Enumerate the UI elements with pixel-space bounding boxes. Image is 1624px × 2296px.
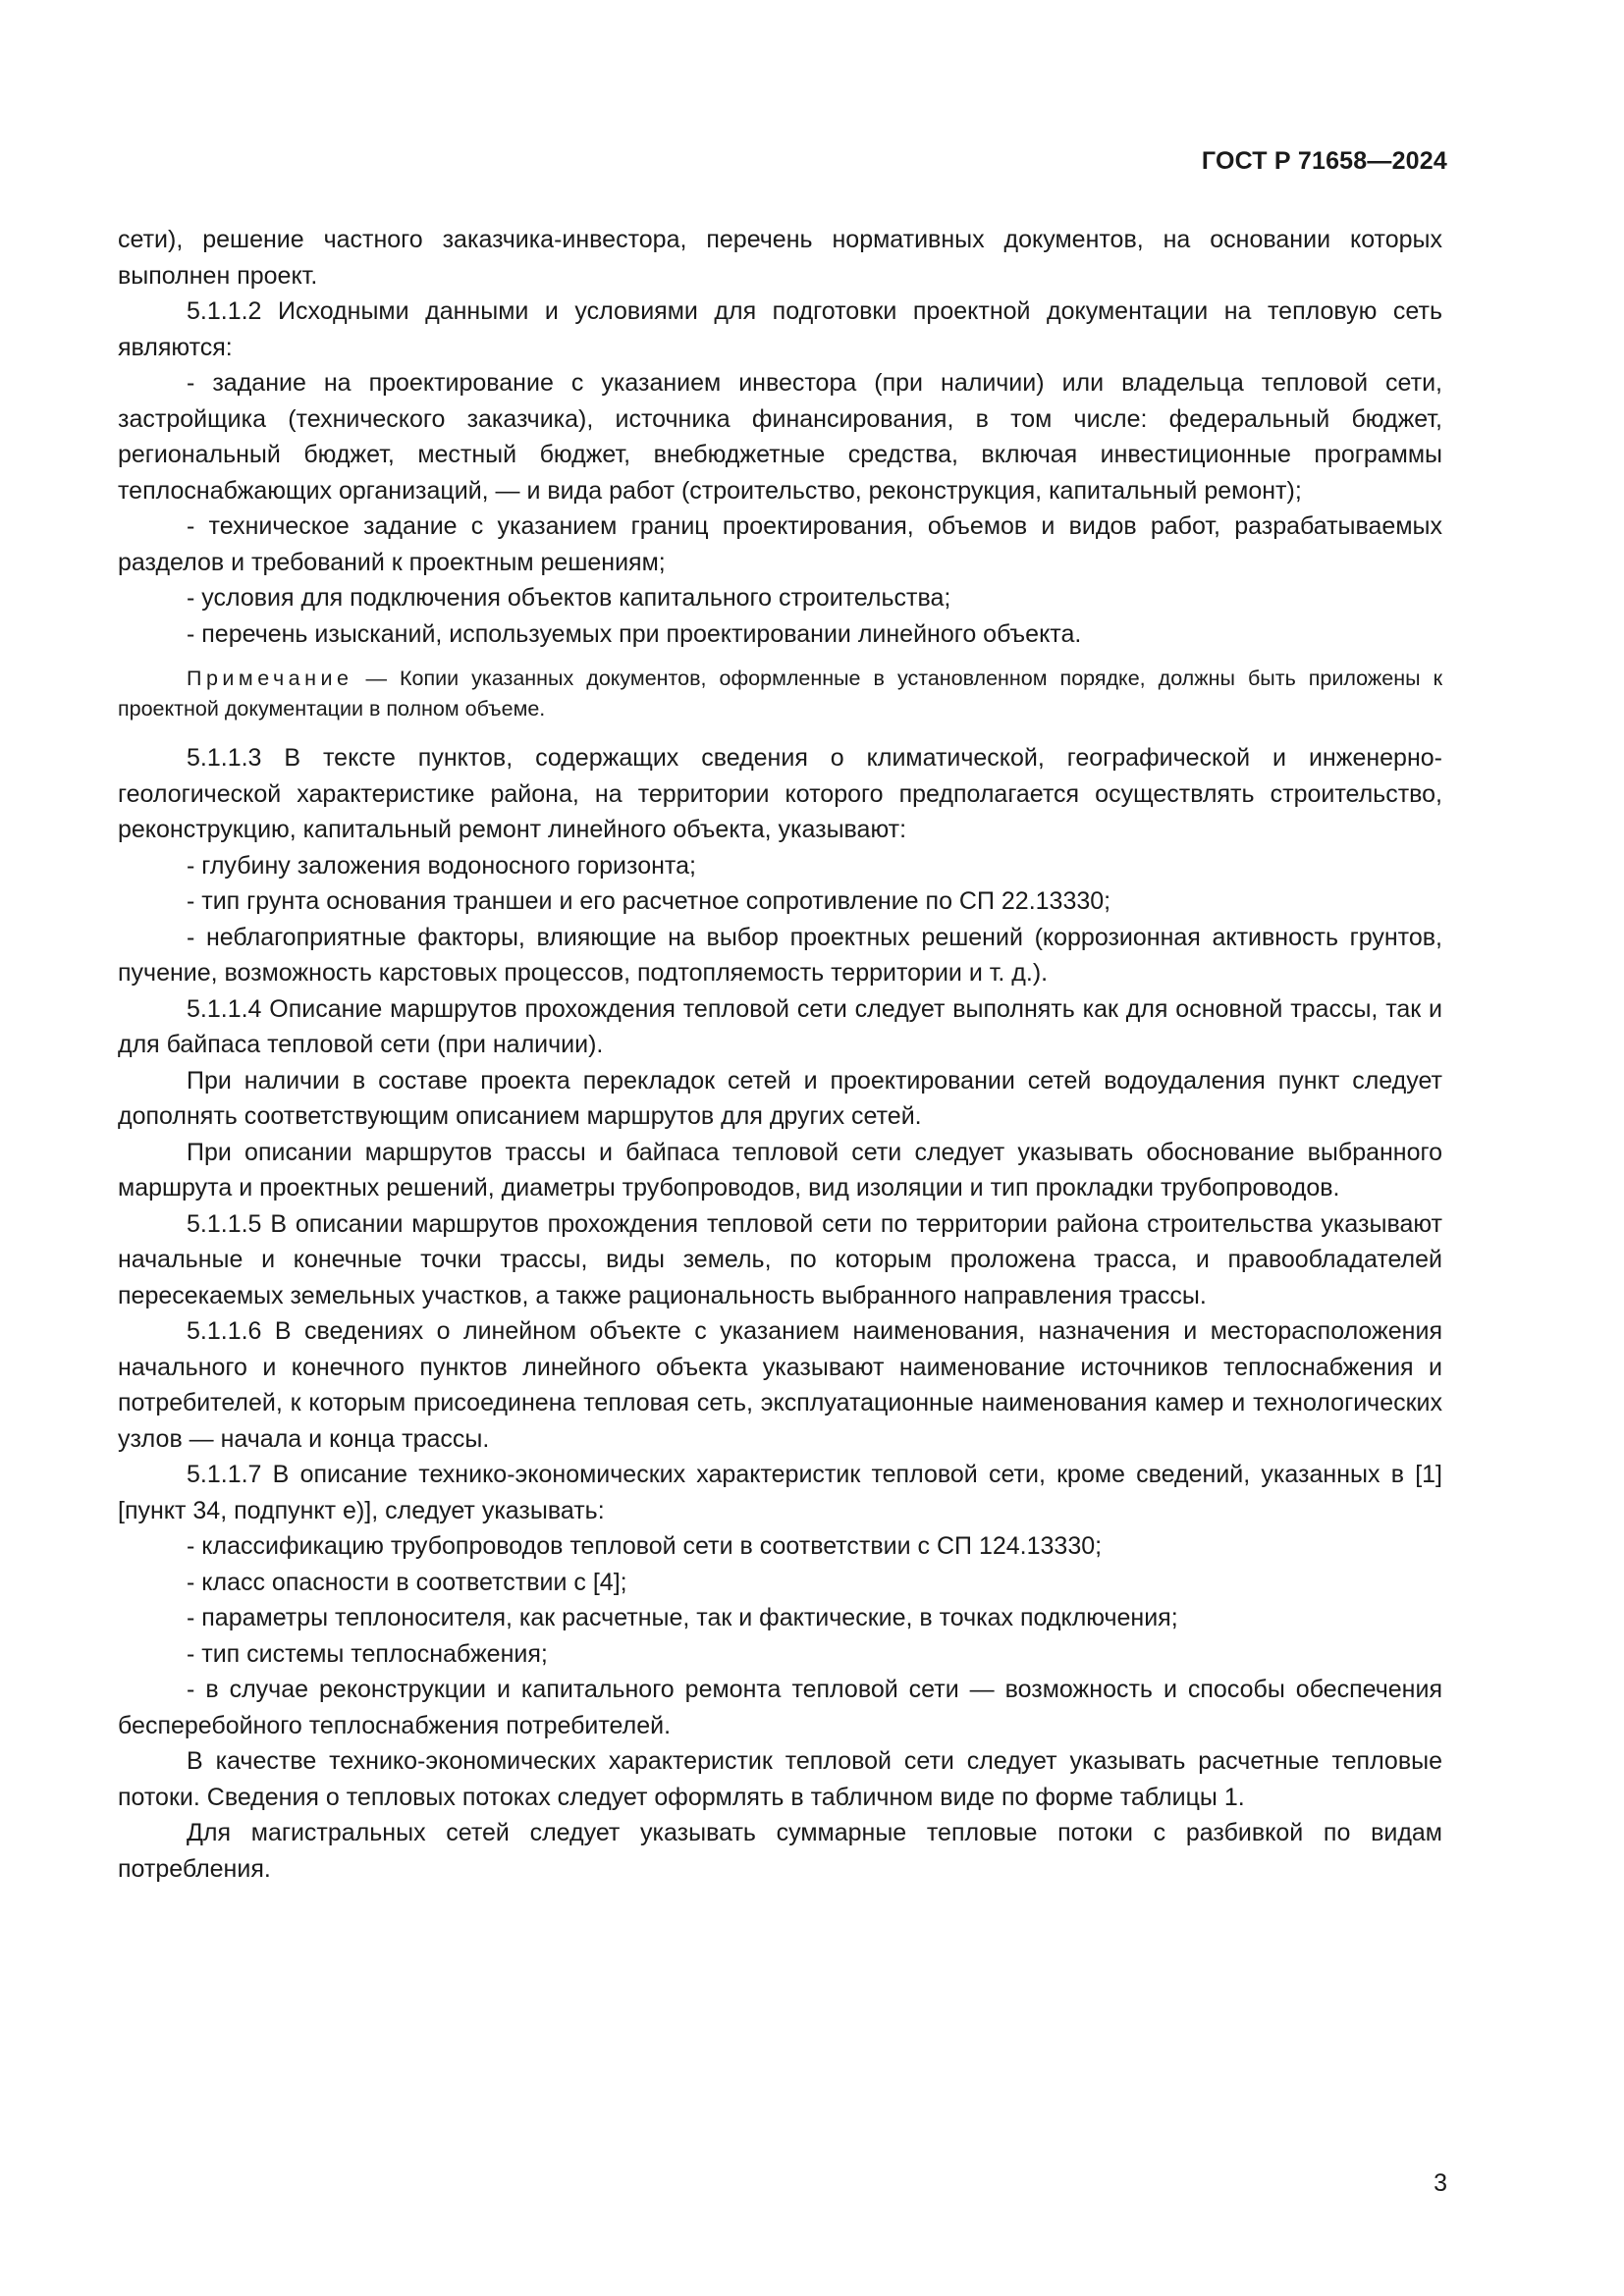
clause-5-1-1-2: 5.1.1.2 Исходными данными и условиями для подготовки проектной документации на тепловую сеть являются: bbox=[118, 297, 1442, 361]
list-item-adverse-factors: - неблагоприятные факторы, влияющие на выбор проектных решений (коррозионная активность грунтов, пучение, возможность карстовых процессов, подтопляемость территории и т. д.). bbox=[118, 923, 1442, 987]
clause-5-1-1-5: 5.1.1.5 В описании маршрутов прохождения тепловой сети по территории района строительства указывают начальные и конечные точки трассы, виды земель, по которым проложена трасса, и правообладателей пересекаемых земельных участков, а также рациональность выбранного направления трассы. bbox=[118, 1209, 1442, 1309]
list-item-aquifer-depth: - глубину заложения водоносного горизонта; bbox=[187, 851, 696, 880]
list-item-soil-type: - тип грунта основания траншеи и его расчетное сопротивление по СП 22.13330; bbox=[187, 887, 1111, 915]
document-body bbox=[118, 222, 1442, 1887]
document-header: ГОСТ Р 71658—2024 bbox=[1201, 147, 1447, 175]
list-item-hazard-class: - класс опасности в соответствии с [4]; bbox=[187, 1568, 627, 1596]
note-label: Примечание bbox=[187, 667, 353, 690]
clause-5-1-1-6: 5.1.1.6 В сведениях о линейном объекте с указанием наименования, назначения и месторасположения начального и конечного пунктов линейного объекта указывают наименование источников теплоснабжения и потребителей, к которым присоединена тепловая сеть, эксплуатационные наименования камер и технологических узлов — начала и конца трассы. bbox=[118, 1317, 1442, 1453]
clause-5-1-1-7: 5.1.1.7 В описание технико-экономических характеристик тепловой сети, кроме сведений, указанных в [1] [пункт 34, подпункт е)], следует указывать: bbox=[118, 1461, 1442, 1524]
list-item-technical-task: - техническое задание с указанием границ проектирования, объемов и видов работ, разрабатываемых разделов и требований к проектным решениям; bbox=[118, 512, 1442, 576]
paragraph-relaying: При наличии в составе проекта перекладок сетей и проектировании сетей водоудаления пункт следует дополнять соответствующим описанием маршрутов для других сетей. bbox=[118, 1066, 1442, 1130]
clause-5-1-1-4: 5.1.1.4 Описание маршрутов прохождения тепловой сети следует выполнять как для основной трассы, так и для байпаса тепловой сети (при наличии). bbox=[118, 994, 1442, 1058]
clause-5-1-1-3: 5.1.1.3 В тексте пунктов, содержащих сведения о климатической, географической и инженерно-геологической характеристике района, на территории которого предполагается осуществлять строительство, реконструкцию, капитальный ремонт линейного объекта, указывают: bbox=[118, 744, 1442, 843]
paragraph-route-description: При описании маршрутов трассы и байпаса тепловой сети следует указывать обоснование выбранного маршрута и проектных решений, диаметры трубопроводов, вид изоляции и тип прокладки трубопроводов. bbox=[118, 1138, 1442, 1201]
list-item-uninterrupted-supply: - в случае реконструкции и капитального ремонта тепловой сети — возможность и способы обеспечения бесперебойного теплоснабжения потребителей. bbox=[118, 1676, 1442, 1739]
paragraph-heat-flows: В качестве технико-экономических характеристик тепловой сети следует указывать расчетные тепловые потоки. Сведения о тепловых потоках следует оформлять в табличном виде по форме таблицы 1. bbox=[118, 1747, 1442, 1811]
page-number: 3 bbox=[1434, 2169, 1447, 2197]
note bbox=[118, 664, 1442, 724]
paragraph-main-networks: Для магистральных сетей следует указывать суммарные тепловые потоки с разбивкой по видам потребления. bbox=[118, 1819, 1442, 1883]
list-item-heating-system-type: - тип системы теплоснабжения; bbox=[187, 1639, 548, 1668]
note-text: — Копии указанных документов, оформленные в установленном порядке, должны быть приложены к проектной документации в полном объеме. bbox=[118, 667, 1442, 721]
list-item-design-task: - задание на проектирование с указанием инвестора (при наличии) или владельца тепловой сети, застройщика (технического заказчика), источника финансирования, в том числе: федеральный бюджет, региональный бюджет, местный бюджет, внебюджетные средства, включая инвестиционные программы теплоснабжающих организаций, — и вида работ (строительство, реконструкция, капитальный ремонт); bbox=[118, 369, 1442, 505]
list-item-coolant-parameters: - параметры теплоносителя, как расчетные, так и фактические, в точках подключения; bbox=[187, 1604, 1178, 1631]
paragraph-continuation: сети), решение частного заказчика-инвестора, перечень нормативных документов, на основании которых выполнен проект. bbox=[118, 226, 1442, 290]
list-item-connection-conditions: - условия для подключения объектов капитального строительства; bbox=[187, 584, 951, 612]
list-item-pipeline-classification: - классификацию трубопроводов тепловой сети в соответствии с СП 124.13330; bbox=[187, 1532, 1103, 1560]
list-item-surveys: - перечень изысканий, используемых при проектировании линейного объекта. bbox=[187, 619, 1082, 648]
